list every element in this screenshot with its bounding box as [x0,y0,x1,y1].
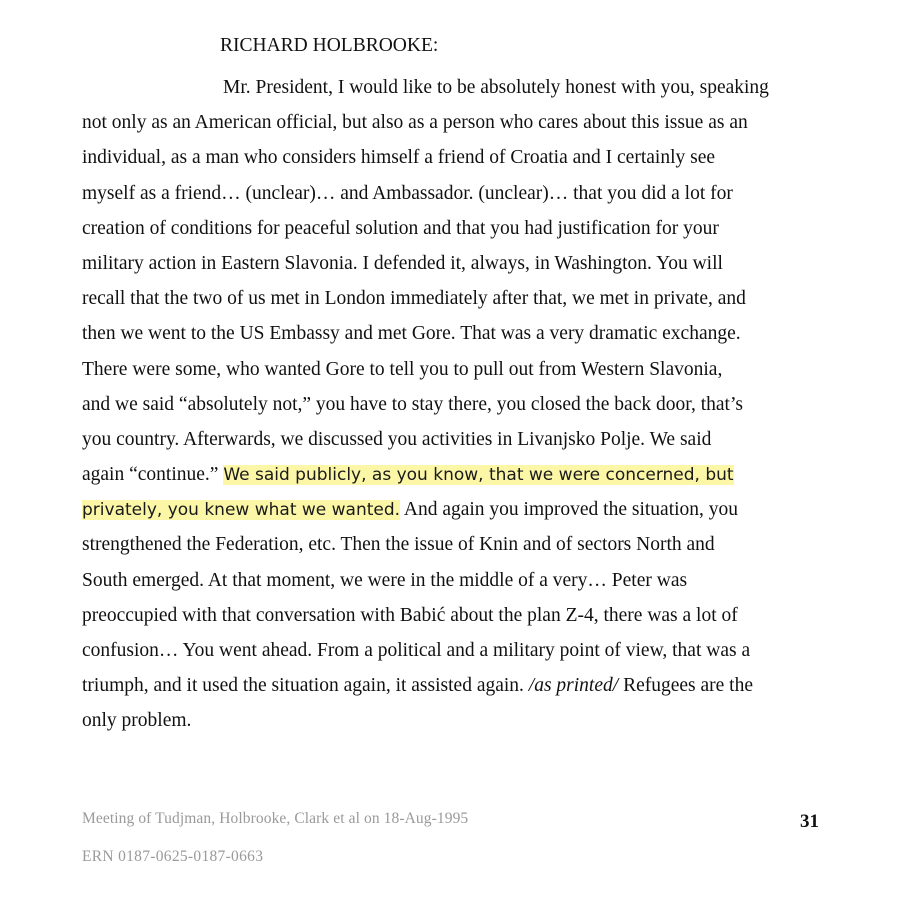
ern-reference: ERN 0187-0625-0187-0663 [82,848,264,865]
highlighted-text: privately, you knew what we wanted. [82,500,401,521]
transcript-line: confusion… You went ahead. From a political and a military point of view, that was a [82,640,751,661]
transcript-line: strengthened the Federation, etc. Then the issue of Knin and of sectors North and [82,534,715,556]
transcript-line: and we said “absolutely not,” you have to stay there, you closed the back door, that’s [82,393,743,415]
transcript-paragraph [82,70,842,739]
transcript-line: privately, you knew what we wanted. And again you improved the situation, you [82,499,739,521]
transcript-line: preoccupied with that conversation with Babić about the plan Z-4, there was a lot of [82,604,738,626]
transcript-line: There were some, who wanted Gore to tell you to pull out from Western Slavonia, [82,358,723,380]
transcript-line: individual, as a man who considers himself a friend of Croatia and I certainly see [82,147,716,169]
transcript-line: then we went to the US Embassy and met Gore. That was a very dramatic exchange. [82,323,741,345]
transcript-line: not only as an American official, but also as a person who cares about this issue as an [82,112,748,134]
transcript-line: myself as a friend… (unclear)… and Ambassador. (unclear)… that you did a lot for [82,182,733,204]
transcript-line: military action in Eastern Slavonia. I defended it, always, in Washington. You will [82,252,723,274]
transcript-line: triumph, and it used the situation again, it assisted again. /as printed/ Refugees are the [82,675,753,697]
editorial-note: /as printed/ [528,675,619,697]
transcript-line: only problem. [82,710,192,732]
transcript-line: creation of conditions for peaceful solution and that you had justification for your [82,217,719,239]
speaker-name: RICHARD HOLBROOKE: [220,35,439,56]
meeting-caption: Meeting of Tudjman, Holbrooke, Clark et al on 18-Aug-1995 [82,810,469,827]
transcript-line: you country. Afterwards, we discussed you activities in Livanjsko Polje. We said [82,428,712,450]
transcript-line: Mr. President, I would like to be absolutely honest with you, speaking [223,77,769,98]
highlighted-text: We said publicly, as you know, that we were concerned, but [223,465,734,486]
transcript-line: recall that the two of us met in London immediately after that, we met in private, and [82,288,746,310]
transcript-line: again “continue.” We said publicly, as you know, that we were concerned, but [82,464,734,486]
page-number: 31 [800,811,819,832]
transcript-line: South emerged. At that moment, we were in the middle of a very… Peter was [82,569,688,591]
